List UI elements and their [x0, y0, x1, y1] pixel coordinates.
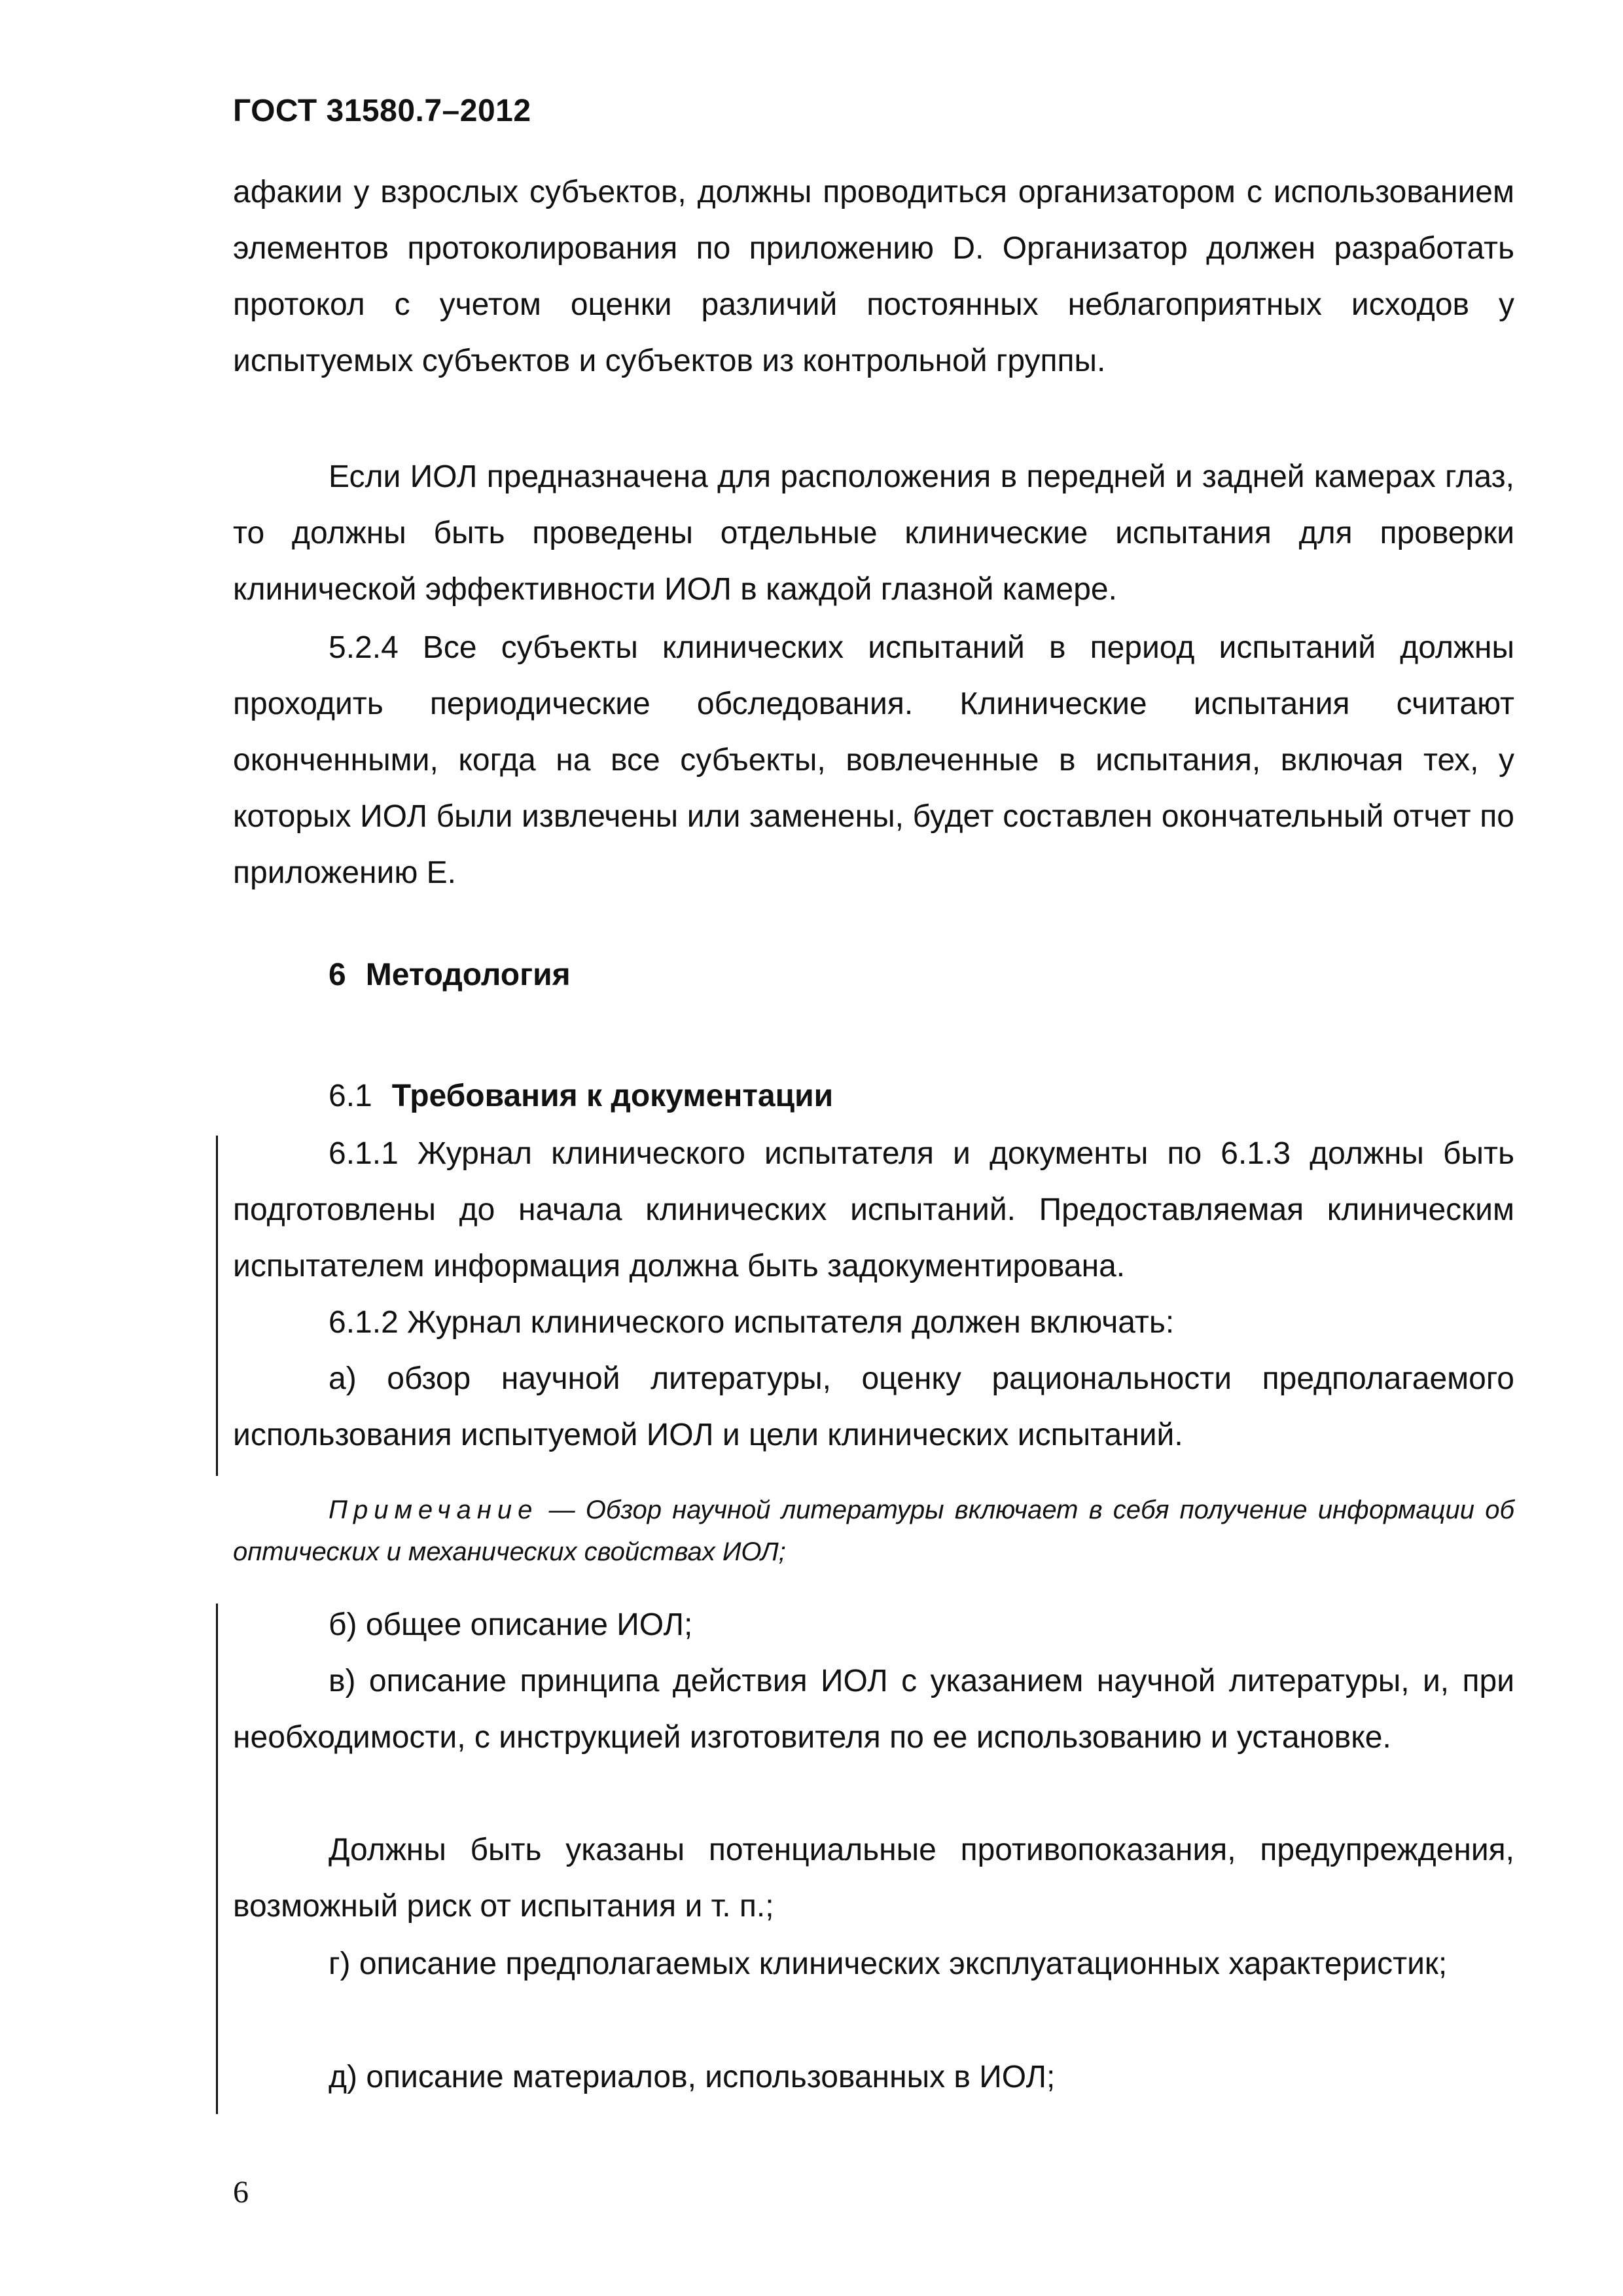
item-6-1-1: 6.1.1 Журнал клинического испытателя и документы по 6.1.3 должны быть подготовлены до начала клинических испытаний. Предоставляемая клиническим испытателем информация должна быть задокументирована. — [233, 1136, 1514, 1283]
list-item-b: б) общее описание ИОЛ; — [329, 1607, 693, 1642]
subsection-heading — [329, 1077, 833, 1116]
section-number: 6 — [329, 958, 346, 992]
note-text: — Обзор научной литературы включает в себя получение информации об оптических и механических свойствах ИОЛ; — [233, 1496, 1514, 1566]
list-item-a: а) обзор научной литературы, оценку рациональности предполагаемого использования испытуемой ИОЛ и цели клинических испытаний. — [233, 1361, 1514, 1452]
note-label: Примечание — [329, 1496, 539, 1524]
list-block-b-v — [233, 1597, 1514, 1766]
subsection-title: Требования к документации — [391, 1079, 834, 1113]
page-number: 6 — [233, 2175, 249, 2210]
revision-bar — [216, 1604, 218, 2114]
paragraph-chamber-note: Если ИОЛ предназначена для расположения в передней и задней камерах глаз, то должны быть проведены отдельные клинические испытания для проверки клинической эффективности ИОЛ в каждой глазной камере. — [233, 459, 1514, 607]
section-heading — [329, 956, 571, 995]
subsection-number: 6.1 — [329, 1079, 372, 1113]
document-header: ГОСТ 31580.7–2012 — [233, 94, 531, 128]
list-block-intro — [233, 1295, 1514, 1463]
paragraph-continuation: афакии у взрослых субъектов, должны проводиться организатором с использованием элементов протоколирования по приложению D. Организатор должен разработать протокол с учетом оценки различий постоянных неблагоприятных исходов у испытуемых субъектов и субъектов из контрольной группы. — [233, 175, 1514, 378]
revision-bar — [216, 1136, 218, 1476]
list-item-v: в) описание принципа действия ИОЛ с указанием научной литературы, и, при необходимости, с инструкцией изготовителя по ее использованию и установке. — [233, 1664, 1514, 1755]
list-item-g: г) описание предполагаемых клинических эксплуатационных характеристик; — [329, 1946, 1448, 1981]
section-title: Методология — [365, 958, 571, 992]
item-6-1-2: 6.1.2 Журнал клинического испытателя должен включать: — [329, 1305, 1175, 1340]
list-item-d: д) описание материалов, использованных в ИОЛ; — [329, 2060, 1056, 2094]
paragraph-5-2-4: 5.2.4 Все субъекты клинических испытаний в период испытаний должны проходить периодические обследования. Клинические испытания считают оконченными, когда на все субъекты, вовлеченные в испытания, включая тех, у которых ИОЛ были извлечены или заменены, будет составлен окончательный отчет по приложению Е. — [233, 630, 1514, 890]
note-block — [233, 1489, 1514, 1573]
paragraph-warnings: Должны быть указаны потенциальные противопоказания, предупреждения, возможный риск от испытания и т. п.; — [233, 1833, 1514, 1924]
